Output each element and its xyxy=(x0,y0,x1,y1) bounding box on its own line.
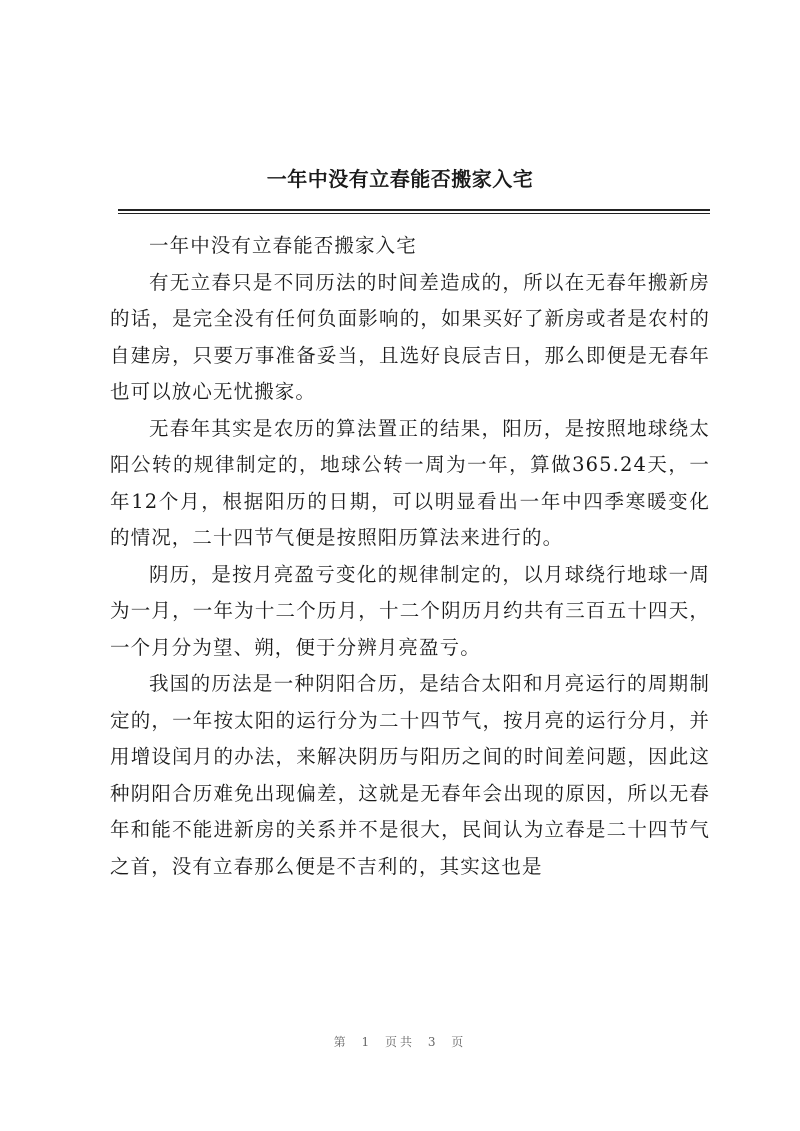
paragraph: 有无立春只是不同历法的时间差造成的，所以在无春年搬新房的话，是完全没有任何负面影响的，如果买好了新房或者是农村的自建房，只要万事准备妥当，且选好良辰吉日，那么即便是无春年也可以放心无忧搬家。 xyxy=(110,270,710,403)
footer-middle: 页共 xyxy=(384,1035,415,1049)
footer-suffix: 页 xyxy=(451,1035,467,1049)
total-pages-number: 3 xyxy=(427,1035,439,1049)
document-body xyxy=(110,228,710,885)
footer-prefix: 第 xyxy=(333,1035,349,1049)
page-title: 一年中没有立春能否搬家入宅 xyxy=(266,167,534,191)
title-divider xyxy=(118,209,710,214)
page-footer xyxy=(0,1033,800,1050)
paragraph: 我国的历法是一种阴阳合历，是结合太阳和月亮运行的周期制定的，一年按太阳的运行分为二十四节气，按月亮的运行分月，并用增设闰月的办法，来解决阴历与阳历之间的时间差问题，因此这种阴阳合历难免出现偏差，这就是无春年会出现的原因，所以无春年和能不能进新房的关系并不是很大，民间认为立春是二十四节气之首，没有立春那么便是不吉利的，其实这也是 xyxy=(110,672,710,878)
paragraph: 无春年其实是农历的算法置正的结果，阳历，是按照地球绕太阳公转的规律制定的，地球公转一周为一年，算做365.24天，一年12个月，根据阳历的日期，可以明显看出一年中四季寒暖变化的情况，二十四节气便是按照阳历算法来进行的。 xyxy=(110,416,710,549)
current-page-number: 1 xyxy=(361,1035,373,1049)
paragraph: 阴历，是按月亮盈亏变化的规律制定的，以月球绕行地球一周为一月，一年为十二个历月，十二个阴历月约共有三百五十四天，一个月分为望、朔，便于分辨月亮盈亏。 xyxy=(110,562,710,659)
paragraph-subtitle: 一年中没有立春能否搬家入宅 xyxy=(149,234,417,257)
